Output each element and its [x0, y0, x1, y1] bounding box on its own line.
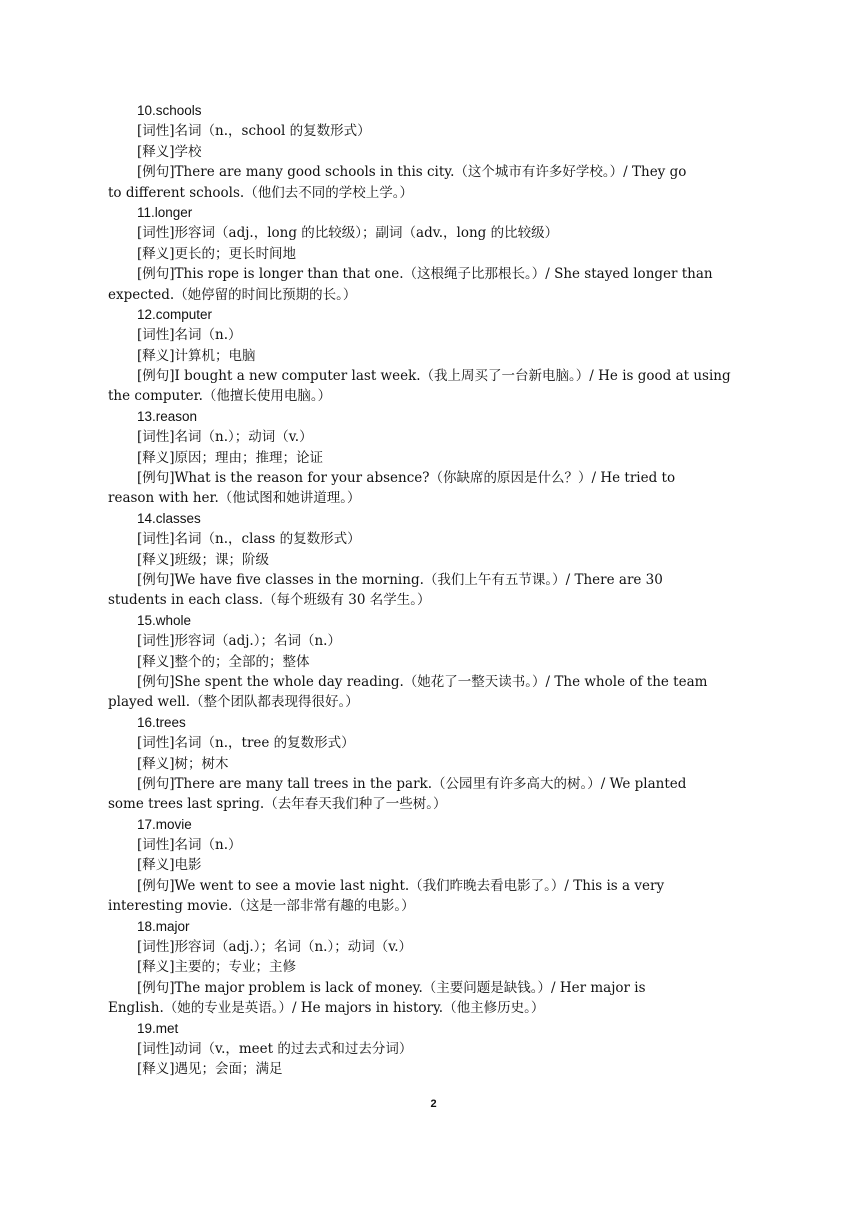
entry-number: 12. — [137, 306, 156, 322]
example-text: I bought a new computer last week.（我上周买了一台新电脑。）/ He is good at using — [174, 368, 731, 385]
example-continuation — [108, 794, 816, 814]
example-label: [例句] — [137, 877, 175, 894]
page-number: 2 — [430, 1098, 437, 1110]
example-text: There are many tall trees in the park.（公园里有许多高大的树。）/ We planted — [174, 775, 687, 792]
example-label: [例句] — [137, 775, 175, 792]
vocab-entry — [108, 101, 816, 203]
definition-text: 更长的；更长时间地 — [174, 245, 297, 262]
definition-label: [释义] — [137, 1061, 175, 1078]
definition-label: [释义] — [137, 347, 175, 364]
entry-heading — [108, 407, 816, 427]
example-line — [108, 468, 816, 488]
example-text-continued: played well.（整个团队都表现得很好。） — [108, 694, 359, 711]
definition-line — [108, 957, 816, 977]
definition-label: [释义] — [137, 143, 175, 160]
entry-number: 14. — [137, 510, 156, 526]
entry-word: classes — [155, 510, 201, 526]
example-continuation — [108, 998, 816, 1018]
example-line — [108, 570, 816, 590]
pos-text: 名词（n.）；动词（v.） — [174, 429, 313, 446]
entry-word: major — [155, 918, 190, 934]
example-text: We have five classes in the morning.（我们上午有五节课。）/ There are 30 — [174, 571, 663, 588]
entry-word: computer — [155, 306, 213, 322]
vocabulary-list — [108, 101, 816, 1080]
example-text: She spent the whole day reading.（她花了一整天读书。）/ The whole of the team — [174, 673, 708, 690]
example-continuation — [108, 488, 816, 508]
part-of-speech-line — [108, 427, 816, 447]
entry-word: trees — [155, 714, 186, 730]
pos-label: [词性] — [137, 633, 175, 650]
definition-text: 树；树木 — [174, 755, 229, 772]
part-of-speech-line — [108, 937, 816, 957]
definition-text: 遇见；会面；满足 — [174, 1061, 283, 1078]
definition-label: [释义] — [137, 755, 175, 772]
entry-number: 13. — [137, 408, 156, 424]
part-of-speech-line — [108, 529, 816, 549]
example-line — [108, 162, 816, 182]
definition-label: [释义] — [137, 245, 175, 262]
pos-text: 形容词（adj.）；名词（n.） — [174, 633, 341, 650]
definition-text: 原因；理由；推理；论证 — [174, 449, 324, 466]
pos-text: 名词（n.） — [174, 327, 242, 344]
pos-text: 名词（n.，class 的复数形式） — [174, 531, 361, 548]
example-text-continued: students in each class.（每个班级有 30 名学生。） — [108, 592, 431, 609]
entry-heading — [108, 509, 816, 529]
pos-text: 形容词（adj.）；名词（n.）；动词（v.） — [174, 939, 413, 956]
definition-text: 计算机；电脑 — [174, 347, 256, 364]
example-label: [例句] — [137, 368, 175, 385]
entry-number: 19. — [137, 1020, 156, 1036]
definition-text: 班级；课；阶级 — [174, 551, 270, 568]
pos-text: 名词（n.） — [174, 837, 242, 854]
entry-word: reason — [155, 408, 198, 424]
vocab-entry — [108, 407, 816, 509]
example-label: [例句] — [137, 470, 175, 487]
vocab-entry — [108, 611, 816, 713]
entry-number: 17. — [137, 816, 156, 832]
example-line — [108, 774, 816, 794]
entry-heading — [108, 203, 816, 223]
entry-heading — [108, 713, 816, 733]
example-line — [108, 978, 816, 998]
definition-text: 学校 — [174, 143, 202, 160]
example-label: [例句] — [137, 979, 175, 996]
entry-heading — [108, 815, 816, 835]
example-continuation — [108, 692, 816, 712]
entry-word: met — [155, 1020, 179, 1036]
definition-label: [释义] — [137, 959, 175, 976]
definition-label: [释义] — [137, 551, 175, 568]
pos-text: 动词（v.，meet 的过去式和过去分词） — [174, 1040, 413, 1057]
example-text-continued: to different schools.（他们去不同的学校上学。） — [108, 184, 413, 201]
example-text-continued: English.（她的专业是英语。）/ He majors in history.（他主修历史。） — [108, 1000, 545, 1017]
example-text: This rope is longer than that one.（这根绳子比那根长。）/ She stayed longer than — [174, 266, 713, 283]
pos-text: 形容词（adj.，long 的比较级）；副词（adv.，long 的比较级） — [174, 225, 559, 242]
entry-number: 18. — [137, 918, 156, 934]
example-label: [例句] — [137, 571, 175, 588]
entry-number: 16. — [137, 714, 156, 730]
definition-line — [108, 244, 816, 264]
vocab-entry — [108, 203, 816, 305]
entry-heading — [108, 101, 816, 121]
definition-label: [释义] — [137, 653, 175, 670]
example-label: [例句] — [137, 164, 175, 181]
example-line — [108, 264, 816, 284]
pos-label: [词性] — [137, 429, 175, 446]
example-text-continued: interesting movie.（这是一部非常有趣的电影。） — [108, 898, 415, 915]
example-text: There are many good schools in this city.（这个城市有许多好学校。）/ They go — [174, 164, 687, 181]
pos-label: [词性] — [137, 939, 175, 956]
vocab-entry — [108, 1019, 816, 1080]
entry-number: 11. — [137, 204, 155, 220]
entry-number: 10. — [137, 103, 156, 118]
pos-label: [词性] — [137, 327, 175, 344]
entry-word: movie — [155, 816, 192, 832]
entry-heading — [108, 917, 816, 937]
entry-heading — [108, 611, 816, 631]
part-of-speech-line — [108, 1039, 816, 1059]
definition-line — [108, 1059, 816, 1079]
example-line — [108, 876, 816, 896]
definition-text: 整个的；全部的；整体 — [174, 653, 310, 670]
example-text: We went to see a movie last night.（我们昨晚去看电影了。）/ This is a very — [174, 877, 665, 894]
definition-label: [释义] — [137, 449, 175, 466]
definition-line — [108, 346, 816, 366]
pos-text: 名词（n.，school 的复数形式） — [174, 123, 371, 140]
definition-label: [释义] — [137, 857, 175, 874]
definition-line — [108, 550, 816, 570]
example-continuation — [108, 896, 816, 916]
pos-label: [词性] — [137, 531, 175, 548]
vocab-entry — [108, 305, 816, 407]
part-of-speech-line — [108, 223, 816, 243]
example-text-continued: expected.（她停留的时间比预期的长。） — [108, 286, 357, 303]
part-of-speech-line — [108, 733, 816, 753]
part-of-speech-line — [108, 325, 816, 345]
pos-label: [词性] — [137, 735, 175, 752]
example-text-continued: the computer.（他擅长使用电脑。） — [108, 388, 332, 405]
example-line — [108, 366, 816, 386]
pos-label: [词性] — [137, 123, 175, 140]
example-text: The major problem is lack of money.（主要问题是缺钱。）/ Her major is — [174, 979, 646, 996]
definition-line — [108, 855, 816, 875]
vocab-entry — [108, 713, 816, 815]
example-continuation — [108, 285, 816, 305]
pos-text: 名词（n.，tree 的复数形式） — [174, 735, 355, 752]
definition-text: 电影 — [174, 857, 202, 874]
definition-text: 主要的；专业；主修 — [174, 959, 297, 976]
example-label: [例句] — [137, 266, 175, 283]
vocab-entry — [108, 509, 816, 611]
vocab-entry — [108, 917, 816, 1019]
definition-line — [108, 142, 816, 162]
part-of-speech-line — [108, 631, 816, 651]
pos-label: [词性] — [137, 225, 175, 242]
pos-label: [词性] — [137, 1040, 175, 1057]
entry-number: 15. — [137, 612, 156, 628]
entry-heading — [108, 305, 816, 325]
vocab-entry — [108, 815, 816, 917]
example-text-continued: reason with her.（他试图和她讲道理。） — [108, 490, 361, 507]
part-of-speech-line — [108, 121, 816, 141]
entry-word: whole — [155, 612, 192, 628]
pos-label: [词性] — [137, 837, 175, 854]
definition-line — [108, 652, 816, 672]
entry-word: schools — [155, 103, 202, 118]
example-line — [108, 672, 816, 692]
example-continuation — [108, 183, 816, 203]
definition-line — [108, 754, 816, 774]
example-text-continued: some trees last spring.（去年春天我们种了一些树。） — [108, 796, 447, 813]
part-of-speech-line — [108, 835, 816, 855]
example-continuation — [108, 590, 816, 610]
entry-heading — [108, 1019, 816, 1039]
example-label: [例句] — [137, 673, 175, 690]
entry-word: longer — [154, 204, 193, 220]
example-continuation — [108, 386, 816, 406]
definition-line — [108, 448, 816, 468]
example-text: What is the reason for your absence?（你缺席的原因是什么？）/ He tried to — [174, 470, 676, 487]
